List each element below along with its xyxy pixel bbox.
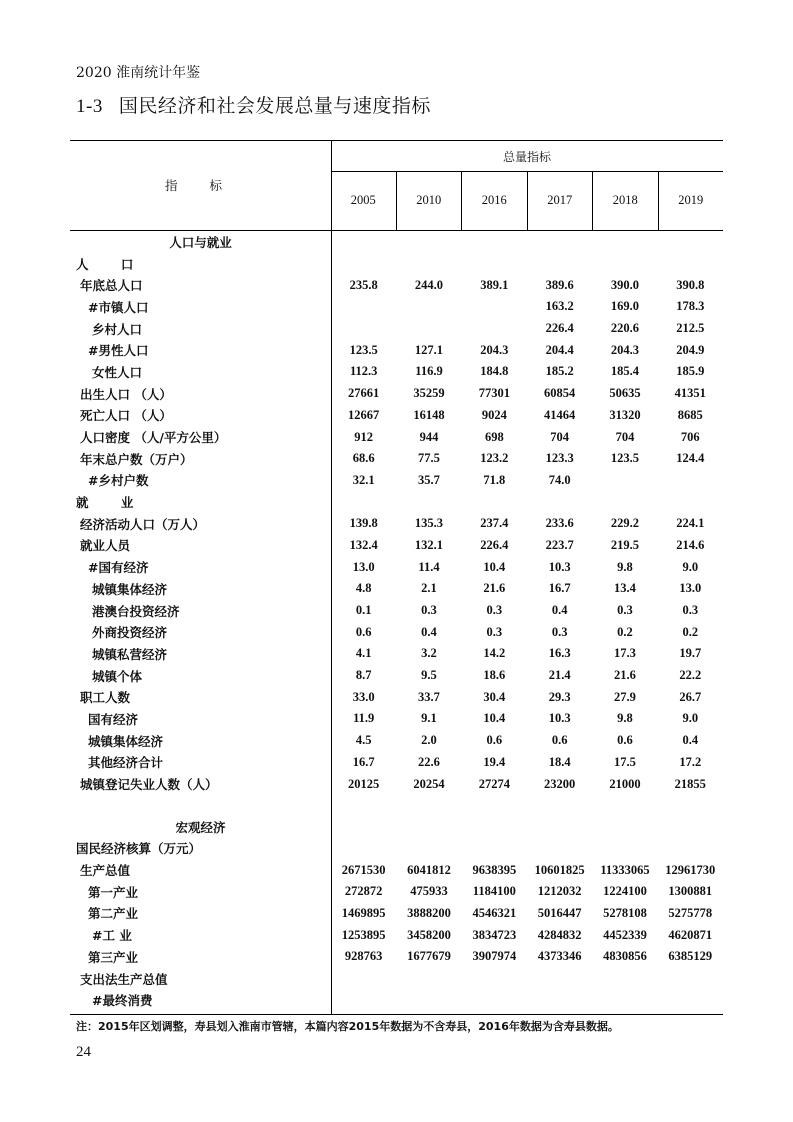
value-cell: 0.3 (421, 603, 437, 618)
value-cell: 32.1 (352, 472, 375, 487)
table-bottom-rule (70, 1014, 723, 1015)
year-header-cell: 2018 (592, 171, 658, 230)
indicator-column-header: 指 标 (165, 178, 236, 193)
value-cell: 0.3 (486, 624, 503, 639)
value-cell: 35.7 (418, 472, 440, 487)
row-label: 生产总值 (80, 863, 131, 879)
value-cell: 163.2 (545, 299, 574, 314)
row-label: 城镇集体经济 (92, 581, 168, 597)
table-row (70, 838, 723, 860)
table-row (70, 621, 723, 643)
section-gap (70, 795, 723, 816)
value-cell: 50635 (609, 386, 641, 401)
table-number: 1-3 (76, 96, 103, 117)
value-cell: 475933 (410, 884, 448, 899)
value-cell: 139.8 (349, 516, 378, 531)
row-values (331, 711, 723, 726)
value-cell: 0.4 (682, 733, 699, 748)
value-cell: 16148 (413, 407, 445, 422)
row-values (331, 278, 723, 293)
row-label: 年底总人口 (80, 278, 143, 294)
value-cell: 3888200 (407, 905, 451, 920)
value-cell (396, 299, 461, 314)
table-row (70, 339, 723, 361)
row-label: 国有经济 (88, 711, 139, 727)
row-label: 第一产业 (88, 884, 139, 900)
table-row (70, 231, 723, 253)
year-header-cell: 2016 (461, 171, 527, 230)
table-row (70, 968, 723, 990)
value-cell: 132.4 (349, 537, 378, 552)
row-label: 死亡人口 （人） (80, 408, 172, 424)
value-cell: 706 (680, 429, 700, 444)
value-cell: 5278108 (603, 905, 647, 920)
value-cell: 8685 (677, 407, 703, 422)
table-row (70, 773, 723, 795)
value-cell: 204.3 (480, 342, 509, 357)
value-cell: 0.6 (617, 733, 633, 748)
value-cell: 13.0 (679, 581, 702, 596)
row-values (331, 906, 723, 921)
value-cell: 390.0 (610, 277, 640, 292)
value-cell (462, 299, 527, 314)
value-cell: 12667 (348, 407, 380, 422)
value-cell: 0.6 (355, 624, 372, 639)
row-values (331, 625, 723, 640)
row-values (331, 755, 723, 770)
value-cell: 1253895 (341, 927, 386, 942)
value-cell: 20125 (348, 776, 380, 791)
value-cell: 389.1 (480, 277, 509, 292)
value-cell: 229.2 (610, 516, 640, 531)
value-cell: 135.3 (414, 516, 444, 531)
value-cell: 132.1 (414, 537, 444, 552)
row-label: 支出法生产总值 (80, 971, 168, 987)
value-cell: 9.8 (617, 559, 633, 574)
value-cell: 4.8 (355, 581, 372, 596)
table-row (70, 470, 723, 492)
row-label: 国民经济核算（万元） (76, 841, 202, 857)
value-cell: 3907974 (472, 949, 517, 964)
value-cell: 17.3 (614, 646, 636, 661)
value-cell: 0.1 (355, 603, 372, 618)
year-header-row (331, 171, 723, 230)
row-values (331, 777, 723, 792)
row-label: #最终消费 (92, 993, 153, 1009)
value-cell: 1184100 (472, 884, 516, 899)
value-cell: 1677679 (407, 949, 451, 964)
value-cell: 204.9 (676, 342, 705, 357)
year-header-cell: 2010 (396, 171, 462, 230)
value-cell: 21.4 (548, 668, 571, 683)
value-cell: 11333065 (600, 862, 650, 877)
row-label: 女性人口 (92, 364, 143, 380)
yearbook-header: 2020 淮南统计年鉴 (76, 65, 201, 81)
table-row (70, 708, 723, 730)
row-label: 第三产业 (88, 949, 139, 965)
value-cell: 0.2 (617, 624, 633, 639)
table-row (70, 253, 723, 275)
value-cell: 6041812 (407, 862, 451, 877)
value-cell: 0.3 (617, 603, 633, 618)
value-cell: 214.6 (676, 537, 705, 552)
value-cell: 389.6 (545, 277, 574, 292)
value-cell: 912 (354, 429, 374, 444)
row-label: 就 业 (76, 495, 148, 511)
value-cell: 4284832 (537, 927, 582, 942)
value-cell: 31320 (609, 407, 641, 422)
value-cell: 35259 (413, 386, 445, 401)
table-row (70, 578, 723, 600)
row-values (331, 949, 723, 964)
year-header-cell: 2019 (658, 171, 724, 230)
value-cell: 10.3 (548, 711, 571, 726)
value-cell: 27.9 (614, 689, 636, 704)
value-cell: 1212032 (537, 884, 582, 899)
table-row (70, 946, 723, 968)
value-cell: 41464 (544, 407, 576, 422)
value-cell: 0.4 (421, 624, 437, 639)
value-cell: 127.1 (414, 342, 444, 357)
row-label: #工 业 (92, 928, 132, 944)
value-cell: 3458200 (407, 927, 451, 942)
table-row (70, 665, 723, 687)
value-cell: 226.4 (480, 537, 509, 552)
row-values (331, 538, 723, 553)
table-row (70, 383, 723, 405)
value-cell: 27274 (478, 776, 510, 791)
value-cell: 0.4 (551, 603, 568, 618)
value-cell: 9.5 (421, 668, 437, 683)
value-cell: 123.2 (480, 451, 509, 466)
value-cell: 23200 (544, 776, 576, 791)
value-cell: 22.6 (418, 754, 440, 769)
value-cell: 123.5 (349, 342, 378, 357)
value-cell (462, 321, 527, 336)
value-cell: 3.2 (421, 646, 437, 661)
value-cell: 16.7 (548, 581, 571, 596)
row-label: 年末总户数（万户） (80, 451, 193, 467)
value-cell (658, 473, 723, 488)
value-cell: 185.2 (545, 364, 574, 379)
value-cell: 0.3 (486, 603, 503, 618)
value-cell: 16.3 (548, 646, 571, 661)
value-cell: 18.6 (483, 668, 506, 683)
value-cell: 13.0 (352, 559, 375, 574)
value-cell: 18.4 (548, 754, 571, 769)
value-cell: 4.5 (355, 733, 372, 748)
value-cell: 9.0 (682, 711, 699, 726)
value-cell: 41351 (674, 386, 706, 401)
table-row (70, 318, 723, 340)
table-row (70, 491, 723, 513)
value-cell: 124.4 (676, 451, 705, 466)
value-cell: 226.4 (545, 321, 574, 336)
value-cell: 4830856 (603, 949, 647, 964)
value-cell: 169.0 (610, 299, 640, 314)
value-cell: 220.6 (610, 321, 640, 336)
table-row (70, 686, 723, 708)
value-cell: 704 (550, 429, 570, 444)
value-cell: 1224100 (603, 884, 647, 899)
year-header-cell: 2005 (350, 193, 376, 207)
row-label: 城镇私营经济 (92, 646, 168, 662)
row-values (331, 516, 723, 531)
value-cell: 11.9 (353, 711, 375, 726)
table-title-text: 国民经济和社会发展总量与速度指标 (118, 95, 431, 117)
table-row (70, 405, 723, 427)
value-cell: 272872 (344, 884, 383, 899)
row-label: 职工人数 (80, 690, 131, 706)
table-top-rule (70, 140, 723, 141)
value-cell: 22.2 (679, 668, 702, 683)
row-label: 人口密度 （人/平方公里） (80, 430, 227, 446)
value-cell: 3834723 (472, 927, 517, 942)
value-cell: 17.5 (614, 754, 636, 769)
value-cell: 704 (615, 429, 635, 444)
row-values (331, 884, 723, 899)
row-values (331, 646, 723, 661)
value-cell: 112.3 (349, 364, 378, 379)
value-cell: 4620871 (668, 927, 713, 942)
value-cell: 219.5 (610, 537, 640, 552)
row-values (331, 299, 723, 314)
row-label: 人 口 (76, 256, 148, 272)
value-cell: 204.3 (610, 342, 640, 357)
value-cell: 21855 (674, 776, 706, 791)
value-cell: 13.4 (614, 581, 636, 596)
row-label: 第二产业 (88, 906, 139, 922)
value-cell: 9.0 (682, 559, 699, 574)
table-row (70, 730, 723, 752)
value-cell: 185.4 (610, 364, 640, 379)
value-cell: 185.9 (676, 364, 705, 379)
value-cell (396, 321, 461, 336)
row-values (331, 603, 723, 618)
row-label: 宏观经济 (175, 819, 226, 835)
row-values (331, 430, 723, 445)
row-label: #男性人口 (88, 343, 149, 359)
row-label: 城镇个体 (92, 668, 143, 684)
value-cell: 74.0 (548, 472, 571, 487)
row-values (331, 690, 723, 705)
value-cell: 123.5 (610, 451, 640, 466)
value-cell: 10.3 (548, 559, 571, 574)
value-cell: 77301 (478, 386, 510, 401)
row-values (331, 581, 723, 596)
value-cell: 233.6 (545, 516, 574, 531)
value-cell: 60854 (544, 386, 576, 401)
row-label: 经济活动人口（万人） (80, 516, 206, 532)
value-cell: 33.7 (418, 689, 440, 704)
value-cell: 4546321 (472, 905, 517, 920)
value-cell (331, 321, 396, 336)
table-row (70, 752, 723, 774)
table-row (70, 426, 723, 448)
value-cell: 4373346 (537, 949, 582, 964)
table-row (70, 535, 723, 557)
value-cell: 9638395 (472, 862, 517, 877)
row-label: 其他经济合计 (88, 755, 164, 771)
table-row (70, 556, 723, 578)
value-cell: 26.7 (679, 689, 702, 704)
value-cell: 0.3 (682, 603, 699, 618)
value-cell: 2671530 (341, 862, 386, 877)
value-cell: 27661 (348, 386, 380, 401)
row-values (331, 928, 723, 943)
row-label: 出生人口 （人） (80, 386, 172, 402)
value-cell: 11.4 (418, 559, 440, 574)
value-cell: 4452339 (603, 927, 647, 942)
table-row (70, 274, 723, 296)
row-values (331, 668, 723, 683)
value-cell: 390.8 (676, 277, 705, 292)
page-number: 24 (76, 1044, 91, 1060)
row-values (331, 560, 723, 575)
value-cell: 9024 (481, 407, 507, 422)
value-cell: 0.2 (682, 624, 699, 639)
row-label: 城镇集体经济 (88, 733, 164, 749)
value-cell: 237.4 (480, 516, 509, 531)
value-cell: 116.9 (415, 364, 443, 379)
value-cell: 223.7 (545, 537, 574, 552)
value-cell: 235.8 (349, 277, 378, 292)
value-cell: 1300881 (668, 884, 713, 899)
value-cell: 21.6 (614, 668, 636, 683)
value-cell: 9.1 (421, 711, 437, 726)
value-cell: 2.0 (421, 733, 437, 748)
table-row (70, 643, 723, 665)
value-cell: 68.6 (352, 451, 375, 466)
value-cell: 10601825 (534, 862, 585, 877)
value-cell: 1469895 (341, 905, 386, 920)
macroeconomy-rows (70, 816, 723, 1011)
value-cell: 0.6 (486, 733, 503, 748)
table-row (70, 600, 723, 622)
value-cell: 71.8 (483, 472, 506, 487)
value-cell: 20254 (413, 776, 445, 791)
value-cell: 123.3 (545, 451, 574, 466)
table-row (70, 296, 723, 318)
value-cell: 29.3 (548, 689, 571, 704)
value-cell: 16.7 (352, 754, 375, 769)
value-cell: 17.2 (679, 754, 702, 769)
value-cell: 77.5 (418, 451, 440, 466)
value-cell: 178.3 (676, 299, 705, 314)
row-label: 外商投资经济 (92, 625, 168, 641)
table-row (70, 859, 723, 881)
value-cell: 21.6 (483, 581, 506, 596)
row-values (331, 364, 723, 379)
year-header-cell: 2017 (527, 171, 593, 230)
value-cell: 928763 (344, 949, 383, 964)
value-cell: 19.4 (483, 754, 506, 769)
value-cell: 698 (484, 429, 504, 444)
value-cell: 4.1 (355, 646, 372, 661)
value-cell: 5016447 (537, 905, 582, 920)
table-body (70, 231, 723, 1011)
row-values (331, 408, 723, 423)
row-label: 港澳台投资经济 (92, 603, 180, 619)
value-cell: 19.7 (679, 646, 702, 661)
table-row (70, 513, 723, 535)
total-indicators-header: 总量指标 (502, 150, 551, 164)
table-row (70, 903, 723, 925)
row-label: 城镇登记失业人数（人） (80, 777, 218, 793)
row-label: #乡村户数 (88, 473, 149, 489)
value-cell: 10.4 (483, 559, 506, 574)
table-row (70, 881, 723, 903)
value-cell: 944 (419, 429, 439, 444)
value-cell: 0.6 (551, 733, 568, 748)
row-label: #国有经济 (88, 560, 149, 576)
row-label: 乡村人口 (92, 321, 143, 337)
table-title (76, 91, 431, 118)
row-label: #市镇人口 (88, 299, 149, 315)
row-label: 就业人员 (80, 538, 131, 554)
value-cell: 30.4 (483, 689, 506, 704)
value-cell: 14.2 (483, 646, 506, 661)
value-cell: 184.8 (480, 364, 509, 379)
row-values (331, 863, 723, 878)
value-cell: 33.0 (352, 689, 375, 704)
value-cell: 8.7 (355, 668, 372, 683)
row-values (331, 321, 723, 336)
table-row (70, 448, 723, 470)
value-cell: 12961730 (665, 862, 716, 877)
value-cell: 204.4 (545, 342, 574, 357)
value-cell: 2.1 (421, 581, 437, 596)
value-cell: 9.8 (617, 711, 633, 726)
value-cell: 10.4 (483, 711, 506, 726)
row-label: 人口与就业 (169, 234, 232, 250)
value-cell: 0.3 (551, 624, 568, 639)
value-cell: 6385129 (668, 949, 713, 964)
value-cell: 224.1 (676, 516, 705, 531)
value-cell: 212.5 (676, 321, 705, 336)
footnote: 注：2015年区划调整，寿县划入淮南市管辖，本篇内容2015年数据为不含寿县，2016年数据为含寿县数据。 (76, 1020, 619, 1033)
table-row (70, 989, 723, 1011)
table-row (70, 361, 723, 383)
value-cell: 5275778 (668, 905, 713, 920)
row-values (331, 473, 723, 488)
population-employment-rows (70, 231, 723, 795)
value-cell: 244.0 (414, 277, 444, 292)
row-values (331, 451, 723, 466)
value-cell (592, 473, 657, 488)
row-values (331, 343, 723, 358)
row-values (331, 386, 723, 401)
value-cell: 21000 (609, 776, 641, 791)
table-row (70, 816, 723, 838)
value-cell (331, 299, 396, 314)
table-row (70, 924, 723, 946)
row-values (331, 733, 723, 748)
